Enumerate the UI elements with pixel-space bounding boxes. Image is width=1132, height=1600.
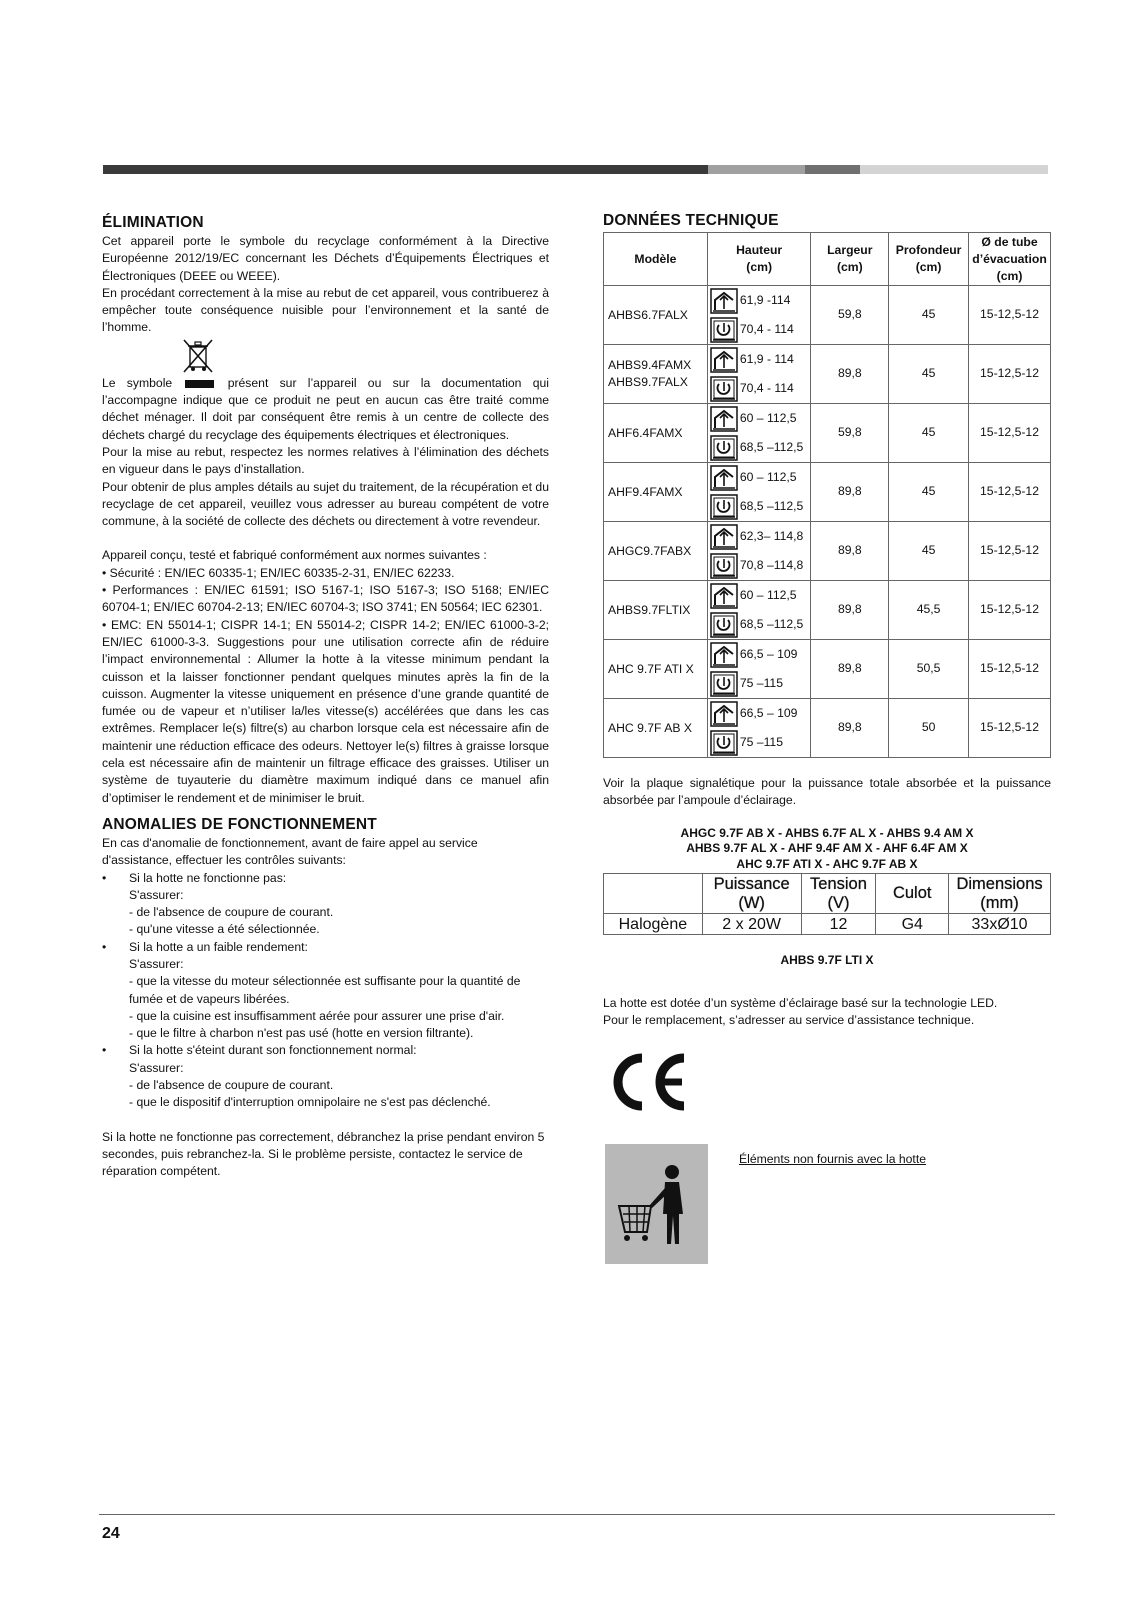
hauteur-value-1: 62,3– 114,8	[739, 528, 804, 543]
anomalies-outro: Si la hotte ne fonctionne pas correctement, débranchez la prise pendant environ 5 secondes, puis rebranchez-la. Si le problème persiste, contactez le service de réparation compétent.	[102, 1129, 545, 1179]
hauteur-value-2: 68,5 –112,5	[739, 616, 804, 631]
hauteur-value-2: 70,8 –114,8	[739, 557, 804, 572]
cart-caption: Éléments non fournis avec la hotte	[739, 1152, 926, 1166]
anomaly-item	[102, 1042, 549, 1111]
header-hauteur: Hauteur (cm)	[707, 233, 811, 286]
hauteur-value-1: 61,9 -114	[739, 292, 791, 307]
crossed-bin-icon	[180, 337, 216, 375]
lighting-models-line: AHBS 9.7F AL X - AHF 9.4F AM X - AHF 6.4F AM X	[686, 841, 968, 856]
hood-height-up-icon	[710, 642, 738, 668]
header-bar-dark	[103, 165, 708, 174]
table-row	[604, 640, 1051, 699]
anomalies-intro-1: En cas d'anomalie de fonctionnement, avant de faire appel au service	[102, 835, 478, 850]
halogen-table	[603, 873, 1051, 935]
profondeur-cell: 45	[889, 522, 969, 581]
hauteur-value-2: 75 –115	[739, 675, 783, 690]
tube-cell: 15-12,5-12	[969, 345, 1051, 404]
tube-cell: 15-12,5-12	[969, 581, 1051, 640]
anomaly-line: - de l'absence de coupure de courant.	[129, 1078, 334, 1093]
hood-height-down-icon	[710, 553, 738, 579]
profondeur-cell: 50,5	[889, 640, 969, 699]
hood-height-down-icon	[710, 494, 738, 520]
lighting-models-line: AHC 9.7F ATI X - AHC 9.7F AB X	[736, 856, 918, 871]
footer-divider	[99, 1514, 1055, 1515]
page-number: 24	[102, 1525, 120, 1542]
hauteur-value-1: 60 – 112,5	[739, 469, 797, 484]
anomaly-item	[102, 870, 549, 939]
profondeur-cell: 50	[889, 699, 969, 758]
led-text-2: Pour le remplacement, s’adresser au service d’assistance technique.	[603, 1012, 975, 1027]
left-column	[102, 213, 549, 1181]
halogen-puissance: 2 x 20W	[702, 914, 801, 935]
table-row	[604, 286, 1051, 345]
lighting-models-line: AHGC 9.7F AB X - AHBS 6.7F AL X - AHBS 9.4 AM X	[680, 825, 974, 840]
symbole-right: présent sur l’appareil ou sur la documentation qui	[227, 375, 549, 390]
model-cell: AHBS9.7FLTIX	[604, 581, 708, 640]
hauteur-value-1: 66,5 – 109	[739, 646, 798, 661]
technical-data-table	[603, 232, 1051, 758]
hauteur-value-1: 60 – 112,5	[739, 587, 797, 602]
tube-cell: 15-12,5-12	[969, 463, 1051, 522]
hood-height-down-icon	[710, 317, 738, 343]
lighting-models	[603, 826, 1051, 873]
anomaly-condition: • Si la hotte a un faible rendement:	[129, 939, 308, 954]
hood-height-down-icon	[710, 435, 738, 461]
led-text-1: La hotte est dotée d’un système d’éclairage basé sur la technologie LED.	[603, 995, 998, 1010]
header-bar-darkmid	[805, 165, 860, 174]
shopping-cart-person-icon	[605, 1144, 708, 1264]
hauteur-cell	[707, 640, 811, 699]
table-header-row	[604, 233, 1051, 286]
anomaly-line: S'assurer:	[129, 956, 184, 971]
largeur-cell: 59,8	[811, 404, 889, 463]
hauteur-value-1: 66,5 – 109	[739, 705, 798, 720]
header-tube: Ø de tube d’évacuation (cm)	[969, 233, 1051, 286]
norm-performance: • Performances : EN/IEC 61591; ISO 5167-1; ISO 5167-3; ISO 5168; EN/IEC 60704-1; EN/IEC 60704-2-13; EN/IEC 60704-3; ISO 3741; EN 50564; IEC 62301.	[102, 583, 549, 615]
hood-height-up-icon	[710, 583, 738, 609]
anomaly-line: - que la vitesse du moteur sélectionnée est suffisante pour la quantité de fumée et de vapeurs libérées.	[129, 974, 521, 1006]
anomalies-intro-2: d'assistance, effectuer les contrôles suivants:	[102, 853, 346, 868]
table-row	[604, 404, 1051, 463]
black-bar-symbol	[185, 380, 214, 388]
halogen-row	[604, 914, 1051, 935]
hauteur-value-2: 68,5 –112,5	[739, 498, 804, 513]
hauteur-cell	[707, 699, 811, 758]
profondeur-cell: 45	[889, 463, 969, 522]
hood-height-down-icon	[710, 612, 738, 638]
table-row	[604, 345, 1051, 404]
model-cell: AHGC9.7FABX	[604, 522, 708, 581]
norms-intro: Appareil conçu, testé et fabriqué conformément aux normes suivantes :	[102, 548, 487, 563]
anomaly-line: S'assurer:	[129, 887, 184, 902]
header-largeur: Largeur (cm)	[811, 233, 889, 286]
anomaly-line: - que la cuisine est insuffisamment aérée pour assurer une prise d'air.	[129, 1008, 505, 1023]
anomaly-condition: • Si la hotte s'éteint durant son fonctionnement normal:	[129, 1043, 417, 1058]
hood-height-up-icon	[710, 701, 738, 727]
header-color-bar	[103, 165, 1048, 174]
anomaly-line: - qu'une vitesse a été sélectionnée.	[129, 922, 320, 937]
tube-cell: 15-12,5-12	[969, 699, 1051, 758]
hauteur-cell	[707, 581, 811, 640]
elimination-p5: Pour obtenir de plus amples détails au sujet du traitement, de la récupération et du recyclage de cet appareil, veuillez vous adresser au bureau compétent de votre commune, à la société de collecte des déchets ou directement à votre revendeur.	[102, 479, 549, 529]
header-puissance: Puissance (W)	[702, 874, 801, 914]
model-cell: AHC 9.7F ATI X	[604, 640, 708, 699]
hood-height-down-icon	[710, 671, 738, 697]
halogen-header-row	[604, 874, 1051, 914]
hood-height-up-icon	[710, 288, 738, 314]
norm-safety: • Sécurité : EN/IEC 60335-1; EN/IEC 60335-2-31, EN/IEC 62233.	[102, 565, 455, 580]
hauteur-cell	[707, 463, 811, 522]
model-cell: AHBS9.4FAMX AHBS9.7FALX	[604, 345, 708, 404]
hood-height-down-icon	[710, 376, 738, 402]
header-bar-mid	[708, 165, 805, 174]
tube-cell: 15-12,5-12	[969, 522, 1051, 581]
anomaly-line: - que le filtre à charbon n'est pas usé (hotte en version filtrante).	[129, 1026, 474, 1041]
hauteur-value-2: 70,4 - 114	[739, 380, 794, 395]
weee-symbol-row	[102, 337, 549, 375]
norm-emc: • EMC: EN 55014-1; CISPR 14-1; EN 55014-2; CISPR 14-2; EN/IEC 61000-3-2; EN/IEC 61000-3-3. Suggestions pour une utilisation correcte afin de réduire l’impact environnemental : Allumer la hotte à la vitesse minimum pendant la cuisson et la laisser fonctionner pendant quelques minutes après la fin de la cuisson. Augmenter la vitesse uniquement en présence d’une grande quantité de fumée ou de vapeur et n’utiliser la/les vitesse(s) accélérées que dans les cas extrêmes. Remplacer le(s) filtre(s) au charbon lorsque cela est nécessaire afin de maintenir une réduction efficace des odeurs. Nettoyer le(s) filtres à graisse lorsque cela est nécessaire afin de maintenir un filtrage efficace des graisses. Utiliser un système de tuyauterie du diamètre maximum indiqué dans ce manuel afin d’optimiser le rendement et de minimiser le bruit.	[102, 617, 549, 805]
hood-height-up-icon	[710, 406, 738, 432]
hauteur-cell	[707, 522, 811, 581]
header-culot: Culot	[876, 874, 949, 914]
largeur-cell: 89,8	[811, 581, 889, 640]
cart-box	[605, 1144, 708, 1264]
hauteur-value-1: 61,9 - 114	[739, 351, 794, 366]
anomaly-line: - que le dispositif d'interruption omnipolaire ne s'est pas déclenché.	[129, 1095, 491, 1110]
elimination-p2: En procédant correctement à la mise au rebut de cet appareil, vous contribuerez à empêcher toute conséquence nuisible pour l’environnement et la santé de l’homme.	[102, 285, 549, 335]
profondeur-cell: 45	[889, 345, 969, 404]
largeur-cell: 89,8	[811, 522, 889, 581]
largeur-cell: 89,8	[811, 463, 889, 522]
tube-cell: 15-12,5-12	[969, 640, 1051, 699]
model-cell: AHF6.4FAMX	[604, 404, 708, 463]
model-cell: AHC 9.7F AB X	[604, 699, 708, 758]
technique-title: DONNÉES TECHNIQUE	[603, 212, 779, 229]
header-modele: Modèle	[604, 233, 708, 286]
model-cell: AHF9.4FAMX	[604, 463, 708, 522]
hauteur-value-2: 75 –115	[739, 734, 783, 749]
model-cell: AHBS6.7FALX	[604, 286, 708, 345]
table-row	[604, 699, 1051, 758]
anomaly-line: - de l'absence de coupure de courant.	[129, 905, 334, 920]
ce-mark-icon	[606, 1052, 688, 1112]
hood-height-up-icon	[710, 465, 738, 491]
largeur-cell: 89,8	[811, 640, 889, 699]
hood-height-up-icon	[710, 347, 738, 373]
profondeur-cell: 45,5	[889, 581, 969, 640]
elimination-p3: l’accompagne indique que ce produit ne peut en aucun cas être traité comme déchet ménager. Il doit par conséquent être remis à un centre de collecte des déchets chargé du recyclage des équipements électriques et électroniques.	[102, 393, 549, 442]
anomaly-condition: • Si la hotte ne fonctionne pas:	[129, 870, 287, 885]
led-model: AHBS 9.7F LTI X	[780, 953, 874, 968]
halogen-dimensions: 33xØ10	[949, 914, 1051, 935]
hauteur-value-1: 60 – 112,5	[739, 410, 797, 425]
hauteur-cell	[707, 345, 811, 404]
halogen-tension: 12	[801, 914, 876, 935]
table-row	[604, 581, 1051, 640]
elimination-title: ÉLIMINATION	[102, 214, 204, 231]
elimination-p1: Cet appareil porte le symbole du recyclage conformément à la Directive Européenne 2012/19/EC concernant les Déchets d’Équipements Électriques et Électroniques (DEEE ou WEEE).	[102, 234, 549, 283]
header-bar-light	[860, 165, 1048, 174]
hauteur-value-2: 68,5 –112,5	[739, 439, 804, 454]
profondeur-cell: 45	[889, 404, 969, 463]
hauteur-cell	[707, 404, 811, 463]
table-row	[604, 522, 1051, 581]
hood-height-up-icon	[710, 524, 738, 550]
largeur-cell: 89,8	[811, 699, 889, 758]
tube-cell: 15-12,5-12	[969, 404, 1051, 463]
anomaly-line: S'assurer:	[129, 1060, 184, 1075]
header-tension: Tension (V)	[801, 874, 876, 914]
anomalies-title: ANOMALIES DE FONCTIONNEMENT	[102, 815, 377, 833]
symbole-line	[102, 375, 549, 392]
hauteur-cell	[707, 286, 811, 345]
halogen-culot: G4	[876, 914, 949, 935]
halogen-header-empty	[604, 874, 703, 914]
anomaly-item	[102, 939, 549, 1043]
profondeur-cell: 45	[889, 286, 969, 345]
table-row	[604, 463, 1051, 522]
right-column	[603, 211, 1051, 1029]
anomalies-list	[102, 870, 549, 1112]
hauteur-value-2: 70,4 - 114	[739, 321, 794, 336]
largeur-cell: 59,8	[811, 286, 889, 345]
header-profondeur: Profondeur (cm)	[889, 233, 969, 286]
header-dimensions: Dimensions (mm)	[949, 874, 1051, 914]
technique-note: Voir la plaque signalétique pour la puissance totale absorbée et la puissance absorbée par l’ampoule d’éclairage.	[603, 776, 1051, 808]
hood-height-down-icon	[710, 730, 738, 756]
halogen-type: Halogène	[604, 914, 703, 935]
symbole-left: Le symbole	[102, 375, 173, 390]
elimination-p4: Pour la mise au rebut, respectez les normes relatives à l’élimination des déchets en vigueur dans le pays d’installation.	[102, 444, 549, 477]
largeur-cell: 89,8	[811, 345, 889, 404]
tube-cell: 15-12,5-12	[969, 286, 1051, 345]
